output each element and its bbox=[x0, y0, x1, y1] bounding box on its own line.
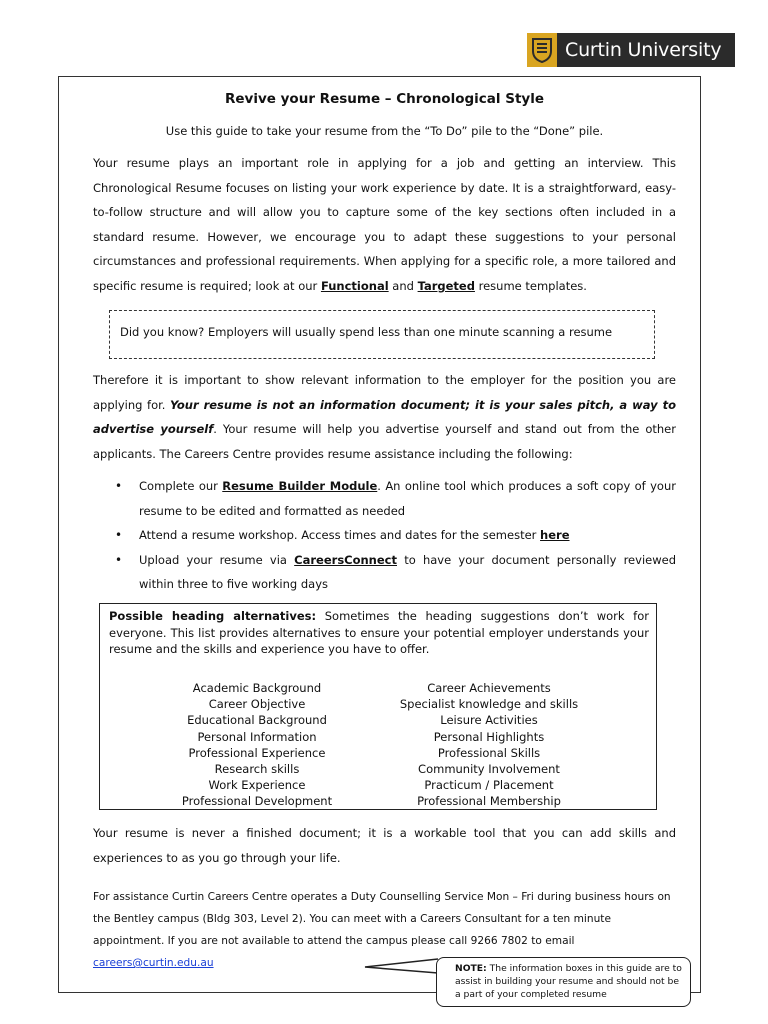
list-item: Work Experience bbox=[208, 778, 306, 793]
careersconnect-link[interactable]: CareersConnect bbox=[294, 552, 397, 567]
note-text: The information boxes in this guide are to assist in building your resume and should not be a part of your completed resume bbox=[455, 963, 682, 1000]
list-item: Career Objective bbox=[208, 697, 306, 712]
intro-and: and bbox=[388, 278, 418, 293]
list-item: Research skills bbox=[214, 762, 300, 777]
list-item: Professional Membership bbox=[417, 794, 561, 809]
list-item: Personal Information bbox=[197, 729, 317, 744]
list-item bbox=[93, 474, 676, 523]
list-item-text: . An online tool which produces a soft copy of your resume to be edited and formatted as needed bbox=[139, 479, 676, 518]
did-you-know-callout bbox=[109, 310, 655, 359]
list-item: Professional Development bbox=[181, 794, 333, 809]
curtin-crest-icon bbox=[527, 33, 557, 67]
assistance-text: For assistance Curtin Careers Centre operates a Duty Counselling Service Mon – Fri during business hours on the Bentley campus (Bldg 303, Level 2). You can meet with a Careers Consultant for a ten minute appointment. If you are not available to attend the campus please call 9266 7802 to email bbox=[93, 891, 671, 947]
heading-list-left bbox=[137, 680, 377, 810]
list-item: Leisure Activities bbox=[440, 713, 538, 728]
careers-email-link[interactable]: careers@curtin.edu.au bbox=[93, 957, 214, 969]
resume-builder-link[interactable]: Resume Builder Module bbox=[222, 479, 378, 493]
list-item: Academic Background bbox=[192, 681, 322, 695]
closing-paragraph: Your resume is never a finished document; it is a workable tool that you can add skills and experiences to as you go through your life. bbox=[93, 826, 676, 865]
did-you-know-text: Did you know? Employers will usually spend less than one minute scanning a resume bbox=[120, 325, 613, 339]
page-title: Revive your Resume – Chronological Style bbox=[225, 91, 544, 107]
page-subtitle: Use this guide to take your resume from the “To Do” pile to the “Done” pile. bbox=[165, 124, 604, 138]
list-item: Specialist knowledge and skills bbox=[399, 697, 579, 712]
list-item: Educational Background bbox=[187, 713, 327, 728]
document-page bbox=[58, 76, 701, 993]
list-item-text: Upload your resume via bbox=[139, 552, 295, 567]
intro-text: Your resume plays an important role in applying for a job and getting an interview. This Chronological Resume focuses on listing your work experience by date. It is a straightforward, easy-to-follow structure and will allow you to capture some of the key sections often included in a standard resume. However, we encourage you to adapt these suggestions to your personal circumstances and professional requirements. When applying for a specific role, a more tailored and specific resume is required; look at our bbox=[93, 156, 676, 293]
heading-alternatives-label: Possible heading alternatives: bbox=[109, 609, 317, 623]
list-item-text: Attend a resume workshop. Access times and dates for the semester bbox=[139, 528, 541, 543]
note-label: NOTE: bbox=[455, 963, 487, 974]
list-item-text: to have your document personally reviewed within three to five working days bbox=[139, 552, 676, 592]
note-pointer-icon bbox=[362, 956, 442, 976]
functional-link[interactable]: Functional bbox=[320, 278, 389, 293]
heading-alternatives-text: Sometimes the heading suggestions don’t work for everyone. This list provides alternatives to ensure your potential employer understands your resume and the skills and experience you have to offer. bbox=[109, 609, 649, 656]
workshop-here-link[interactable]: here bbox=[540, 528, 570, 543]
list-item-text: Complete our bbox=[139, 479, 223, 493]
list-item: Professional Skills bbox=[437, 745, 541, 760]
intro-tail: resume templates. bbox=[474, 278, 587, 293]
therefore-text: Therefore it is important to show relevant information to the employer for the position you are applying for. bbox=[93, 373, 676, 412]
list-item: Practicum / Placement bbox=[424, 778, 554, 793]
list-item: Personal Highlights bbox=[433, 729, 545, 744]
heading-alternatives-box bbox=[99, 603, 657, 810]
list-item: Career Achievements bbox=[427, 681, 551, 695]
therefore-paragraph bbox=[93, 368, 676, 466]
list-item: Community Involvement bbox=[418, 762, 560, 777]
heading-alternatives-intro bbox=[109, 608, 649, 658]
intro-paragraph bbox=[93, 151, 676, 299]
heading-list-right bbox=[369, 680, 609, 810]
list-item: Professional Experience bbox=[188, 745, 326, 760]
therefore-emphasis: Your resume is not an information document; it is your sales pitch, a way to advertise yourself bbox=[93, 397, 676, 437]
therefore-text-2: . Your resume will help you advertise yourself and stand out from the other applicants. The Careers Centre provides resume assistance including the following: bbox=[93, 422, 676, 461]
note-callout bbox=[436, 957, 691, 1007]
assistance-list bbox=[93, 474, 676, 597]
list-item bbox=[93, 548, 676, 597]
logo-text: Curtin University bbox=[565, 39, 722, 61]
list-item bbox=[93, 523, 676, 548]
targeted-link[interactable]: Targeted bbox=[417, 278, 475, 293]
curtin-logo bbox=[527, 33, 735, 67]
